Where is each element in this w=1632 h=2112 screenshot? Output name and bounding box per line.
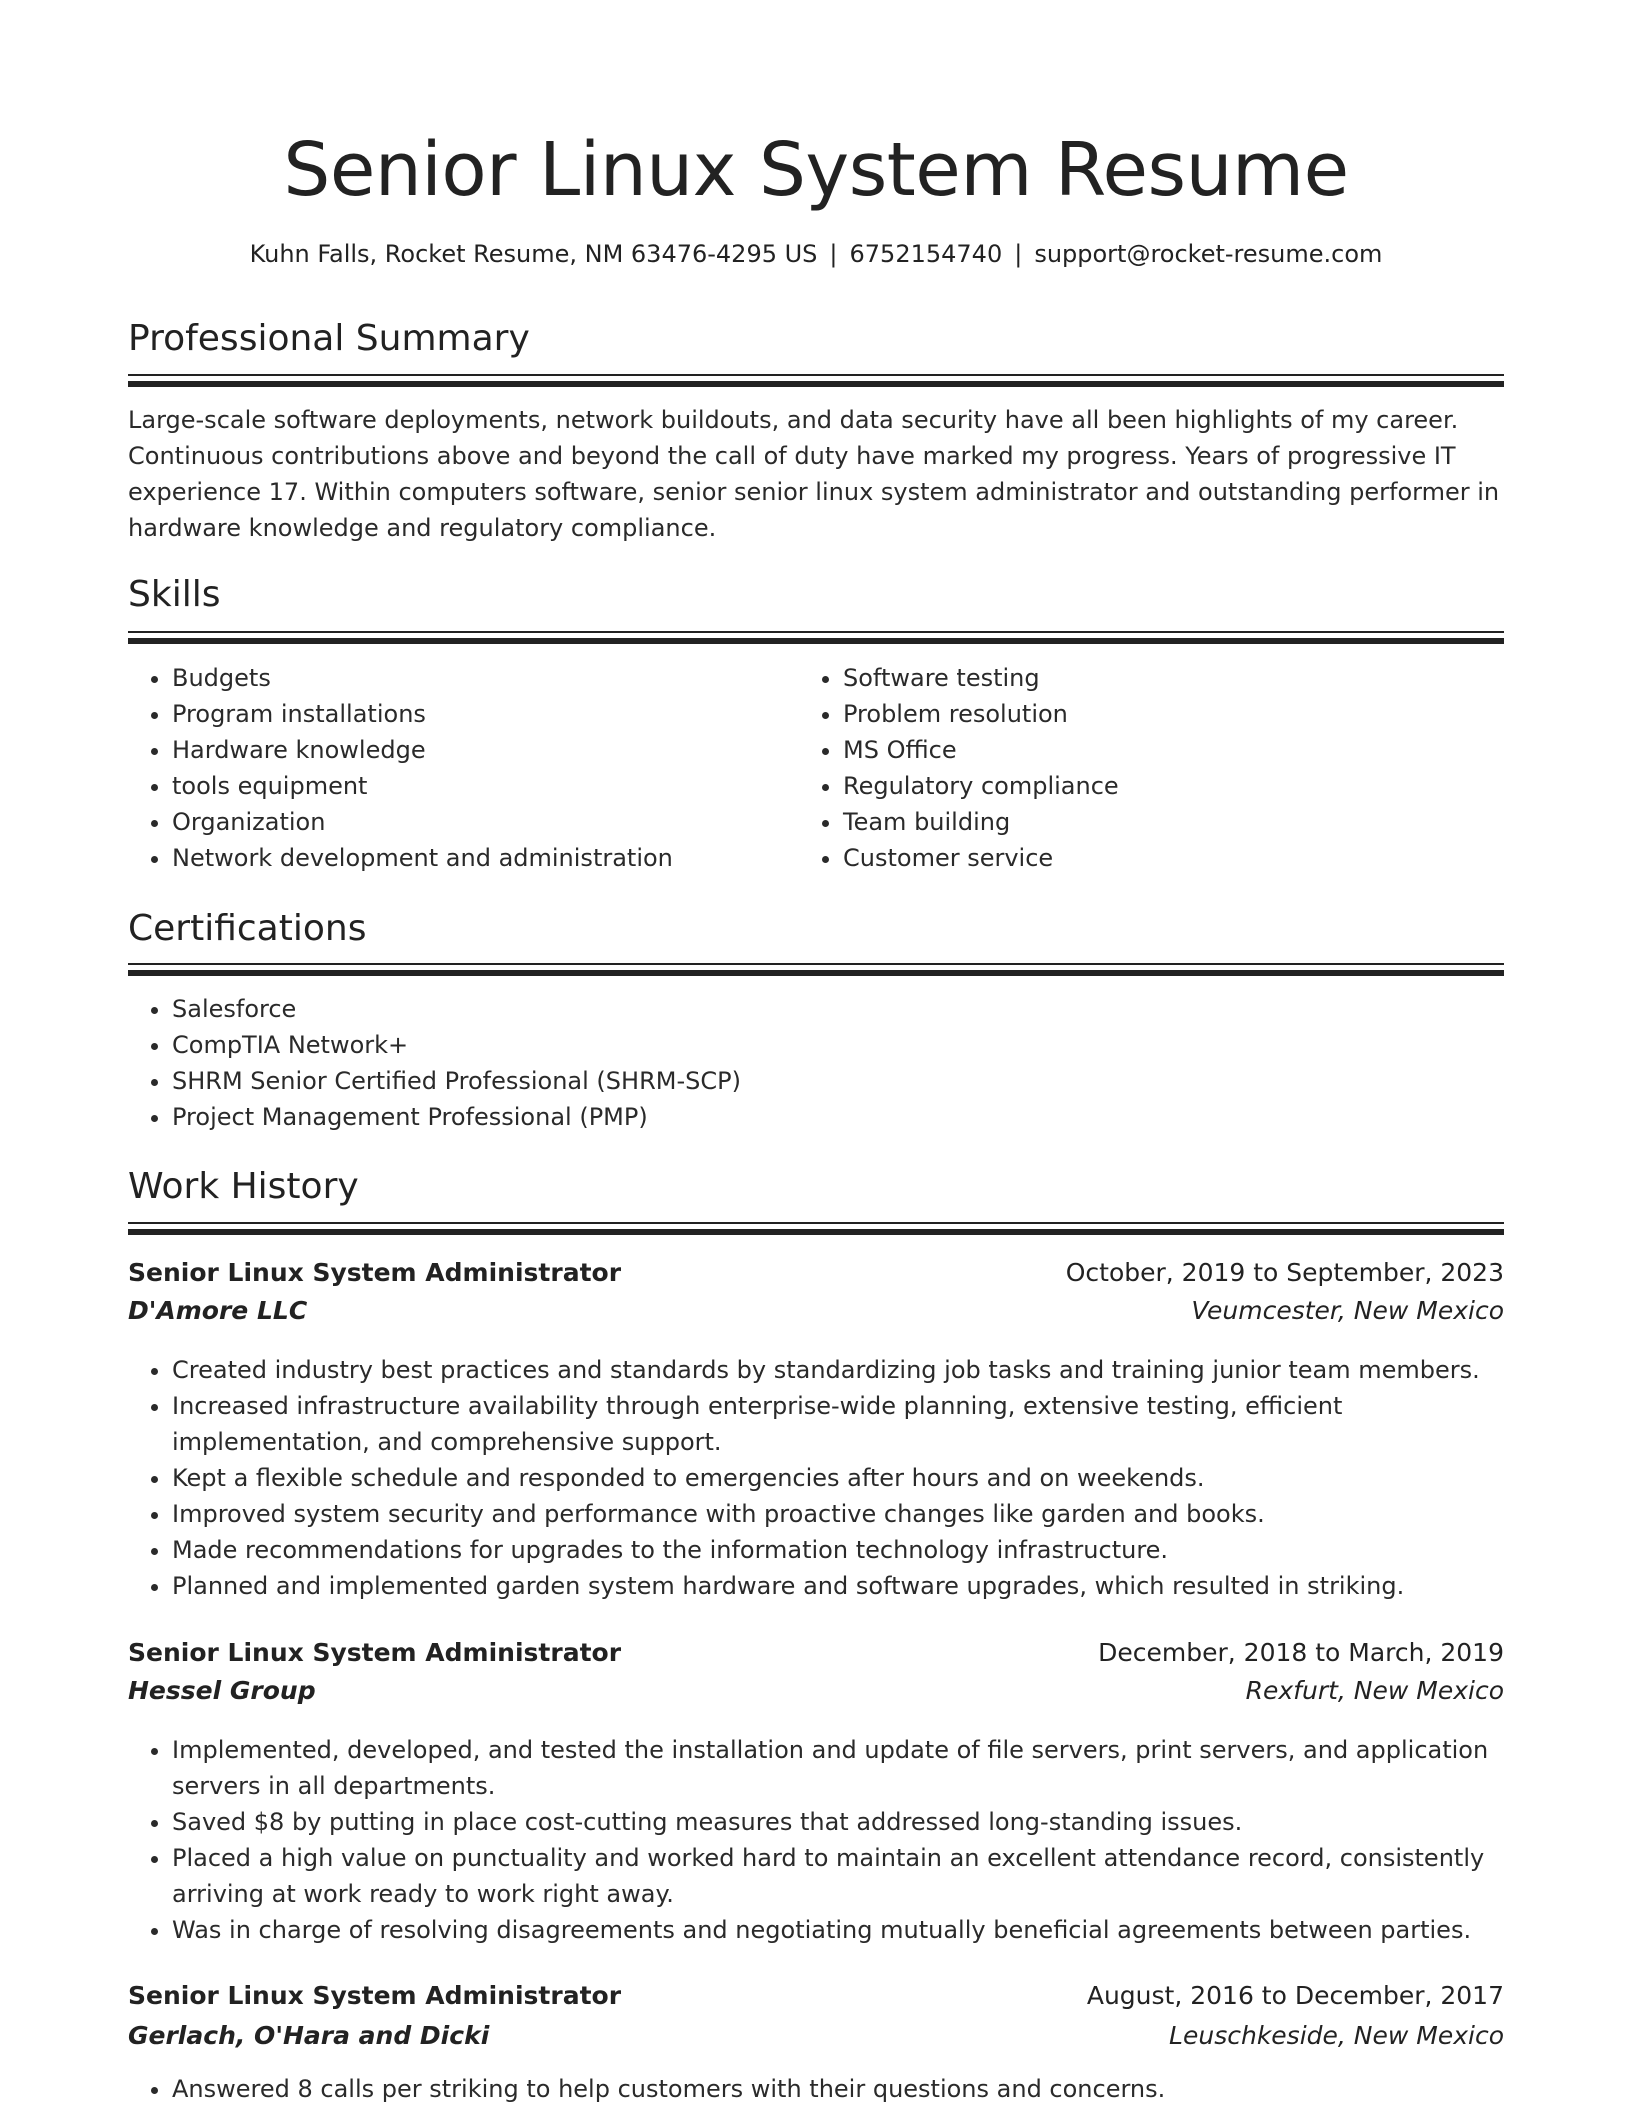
section-divider — [128, 963, 1504, 976]
skill-item: • Problem resolution — [843, 696, 1483, 732]
certification-item: • Project Management Professional (PMP) — [172, 1099, 1504, 1135]
contact-email: support@rocket-resume.com — [1034, 240, 1383, 268]
job-company: D'Amore LLC — [128, 1296, 308, 1325]
job-bullet: • Made recommendations for upgrades to the information technology infrastructure. — [172, 1532, 1504, 1568]
job-bullet: • Placed a high value on punctuality and worked hard to maintain an excellent attendance record, consistently arriving at work ready to work right away. — [172, 1840, 1504, 1912]
resume-title: Senior Linux System Resume — [283, 127, 1349, 213]
job-bullet: • Planned and implemented garden system hardware and software upgrades, which resulted in striking. — [172, 1568, 1504, 1604]
job-title: Senior Linux System Administrator — [128, 1258, 622, 1287]
job-dates: December, 2018 to March, 2019 — [1098, 1638, 1504, 1667]
certification-item: • Salesforce — [172, 991, 1504, 1027]
certification-item: • CompTIA Network+ — [172, 1027, 1504, 1063]
job-bullet: • Created industry best practices and standards by standardizing job tasks and training junior team members. — [172, 1352, 1504, 1388]
job-bullet: • Kept a flexible schedule and responded to emergencies after hours and on weekends. — [172, 1460, 1504, 1496]
job-bullet: • Answered 8 calls per striking to help customers with their questions and concerns. — [172, 2071, 1504, 2107]
contact-line — [128, 237, 1504, 271]
certifications-heading: Certifications — [128, 908, 367, 949]
job-bullet: • Increased infrastructure availability through enterprise-wide planning, extensive testing, efficient implementation, and comprehensive support. — [172, 1388, 1504, 1460]
job-company: Gerlach, O'Hara and Dicki — [128, 2021, 490, 2050]
job-bullets — [128, 1352, 1504, 1604]
contact-address: Kuhn Falls, Rocket Resume, NM 63476-4295 US — [249, 240, 818, 268]
skill-item: • MS Office — [843, 732, 1483, 768]
certifications-list — [128, 991, 1504, 1135]
job-dates: October, 2019 to September, 2023 — [1065, 1258, 1504, 1287]
skill-item: • Hardware knowledge — [172, 732, 792, 768]
skill-item: • Software testing — [843, 660, 1483, 696]
skills-list-left — [128, 660, 792, 876]
skill-item: • Regulatory compliance — [843, 768, 1483, 804]
job-location: Leuschkeside, New Mexico — [1169, 2021, 1504, 2050]
job-bullets — [128, 1732, 1504, 1948]
job-bullet: • Implemented, developed, and tested the installation and update of file servers, print servers, and application servers in all departments. — [172, 1732, 1504, 1804]
job-company: Hessel Group — [128, 1676, 316, 1705]
summary-text: Large-scale software deployments, network buildouts, and data security have all been highlights of my career. Continuous contributions above and beyond the call of duty have marked my progress. Years of progressive IT experience 17. Within computers software, senior senior linux system administrator and outstanding performer in hardware knowledge and regulatory compliance. — [128, 406, 1500, 542]
job-title: Senior Linux System Administrator — [128, 1638, 622, 1667]
skill-item: • Network development and administration — [172, 840, 792, 876]
skills-heading: Skills — [128, 574, 221, 615]
skill-item: • Organization — [172, 804, 792, 840]
section-divider — [128, 1222, 1504, 1235]
job-bullet: • Saved $8 by putting in place cost-cutting measures that addressed long-standing issues. — [172, 1804, 1504, 1840]
contact-phone: 6752154740 — [849, 240, 1003, 268]
section-divider — [128, 631, 1504, 644]
contact-separator: | — [829, 240, 838, 268]
job-dates: August, 2016 to December, 2017 — [1086, 1981, 1504, 2010]
skill-item: • Customer service — [843, 840, 1483, 876]
job-bullet: • Improved system security and performance with proactive changes like garden and books. — [172, 1496, 1504, 1532]
skills-list-right — [799, 660, 1483, 876]
skill-item: • Team building — [843, 804, 1483, 840]
job-location: Rexfurt, New Mexico — [1245, 1676, 1504, 1705]
job-bullets — [128, 2071, 1504, 2107]
contact-separator: | — [1014, 240, 1023, 268]
job-bullet: • Was in charge of resolving disagreements and negotiating mutually beneficial agreements between parties. — [172, 1912, 1504, 1948]
job-location: Veumcester, New Mexico — [1191, 1296, 1504, 1325]
skill-item: • Program installations — [172, 696, 792, 732]
section-divider — [128, 374, 1504, 387]
summary-heading: Professional Summary — [128, 318, 530, 359]
certification-item: • SHRM Senior Certified Professional (SHRM-SCP) — [172, 1063, 1504, 1099]
work-history-heading: Work History — [128, 1166, 359, 1207]
skill-item: • Budgets — [172, 660, 792, 696]
job-title: Senior Linux System Administrator — [128, 1981, 622, 2010]
skill-item: • tools equipment — [172, 768, 792, 804]
